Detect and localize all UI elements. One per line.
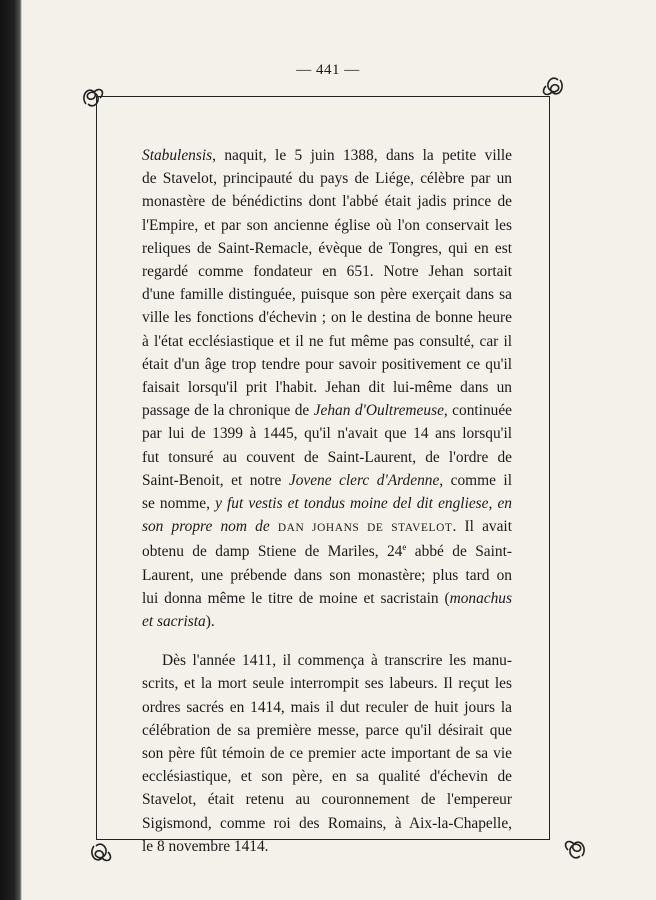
text-line: regardé comme fondateur en 651. Notre Jehan sortait bbox=[142, 263, 512, 281]
text-fragment: passage de la chronique de bbox=[142, 402, 314, 420]
text-fragment: ). bbox=[205, 613, 215, 631]
text-line: d'une famille distinguée, puisque son père exerçait dans sa bbox=[142, 286, 512, 304]
text-line: Dès l'année 1411, il commença à transcrire les manu- bbox=[162, 652, 512, 670]
text-line: par lui de 1399 à 1445, qu'il n'avait que 14 ans lorsqu'il bbox=[142, 425, 512, 443]
binding-shadow bbox=[0, 0, 22, 900]
text-line: à l'état ecclésiastique et il ne fut même pas consulté, car il bbox=[142, 332, 512, 350]
corner-ornament-icon bbox=[86, 838, 116, 868]
text-line bbox=[142, 492, 512, 515]
text-line: fut tonsuré au couvent de Saint-Laurent, de l'ordre de bbox=[142, 448, 512, 466]
text-line bbox=[142, 144, 512, 167]
text-fragment: se nomme, bbox=[142, 495, 216, 513]
text-line bbox=[142, 469, 512, 492]
body-text bbox=[142, 144, 512, 858]
text-line: ordres sacrés en 1414, mais il dut reculer de huit jours la bbox=[142, 698, 512, 716]
italic-quote: y fut vestis et tondus moine del dit engliese, en bbox=[215, 495, 512, 513]
text-line: était d'un âge trop tendre pour savoir positivement ce qu'il bbox=[142, 355, 512, 373]
text-line: Laurent, une prébende dans son monastère; plus tard on bbox=[142, 566, 512, 584]
page-number: — 441 — bbox=[296, 62, 360, 78]
italic-title: Jehan d'Oultremeuse bbox=[313, 402, 444, 420]
text-fragment: abbé de Saint- bbox=[406, 543, 512, 561]
italic-latin: monachus bbox=[449, 589, 512, 607]
text-fragment: lui donna même le titre de moine et sacristain ( bbox=[142, 589, 450, 607]
text-line: ecclésiastique, et son père, en sa qualité d'échevin de bbox=[142, 768, 512, 786]
text-line: monastère de bénédictins dont l'abbé était jadis prince de bbox=[142, 193, 512, 211]
text-line bbox=[142, 399, 512, 422]
text-line: faisait lorsqu'il prit l'habit. Jehan dit lui-même dans un bbox=[142, 379, 512, 397]
italic-term: Stabulensis bbox=[142, 147, 213, 164]
text-line: reliques de Saint-Remacle, évèque de Tongres, qui en est bbox=[142, 239, 512, 257]
text-fragment: comme il bbox=[443, 471, 512, 489]
italic-quote: son propre nom de bbox=[142, 518, 278, 536]
text-fragment: obtenu de damp Stiene de Mariles, 24 bbox=[142, 543, 403, 561]
text-fragment: Saint-Benoit, et notre bbox=[142, 471, 289, 489]
text-line: scrits, et la mort seule interrompit ses labeurs. Il reçut les bbox=[142, 675, 512, 693]
corner-ornament-icon bbox=[538, 72, 568, 102]
text-line: célébration de sa première messe, parce qu'il désirait que bbox=[142, 721, 512, 739]
text-line: l'Empire, et par son ancienne église où l'on conservait les bbox=[142, 216, 512, 234]
corner-ornament-icon bbox=[78, 82, 108, 112]
paragraph-2 bbox=[142, 649, 512, 858]
text-line bbox=[142, 515, 512, 540]
text-line: ville les fonctions d'échevin ; on le destina de bonne heure bbox=[142, 309, 512, 327]
text-line: de Stavelot, principauté du pays de Liége, célèbre par un bbox=[142, 170, 512, 188]
paragraph-1 bbox=[142, 144, 512, 633]
italic-quote: Jovene clerc d'Ardenne, bbox=[288, 471, 444, 489]
text-line bbox=[142, 540, 512, 563]
text-fragment: . Il avait bbox=[452, 518, 512, 536]
text-line bbox=[142, 610, 512, 633]
corner-ornament-icon bbox=[560, 834, 590, 864]
text-line: Stavelot, était retenu au couronnement de l'empereur bbox=[142, 791, 512, 809]
italic-latin: et sacrista bbox=[142, 613, 206, 631]
text-line bbox=[142, 587, 512, 610]
text-fragment: , naquit, le 5 juin 1388, dans la petite ville bbox=[212, 147, 512, 164]
text-line: son père fût témoin de ce premier acte important de sa vie bbox=[142, 745, 512, 763]
small-caps-name: DAN JOHANS DE STAVELOT bbox=[277, 522, 453, 535]
text-fragment: , continuée bbox=[443, 402, 512, 420]
text-line: le 8 novembre 1414. bbox=[142, 837, 269, 855]
superscript: e bbox=[402, 542, 407, 553]
text-line: Sigismond, comme roi des Romains, à Aix-la-Chapelle, bbox=[142, 814, 512, 832]
